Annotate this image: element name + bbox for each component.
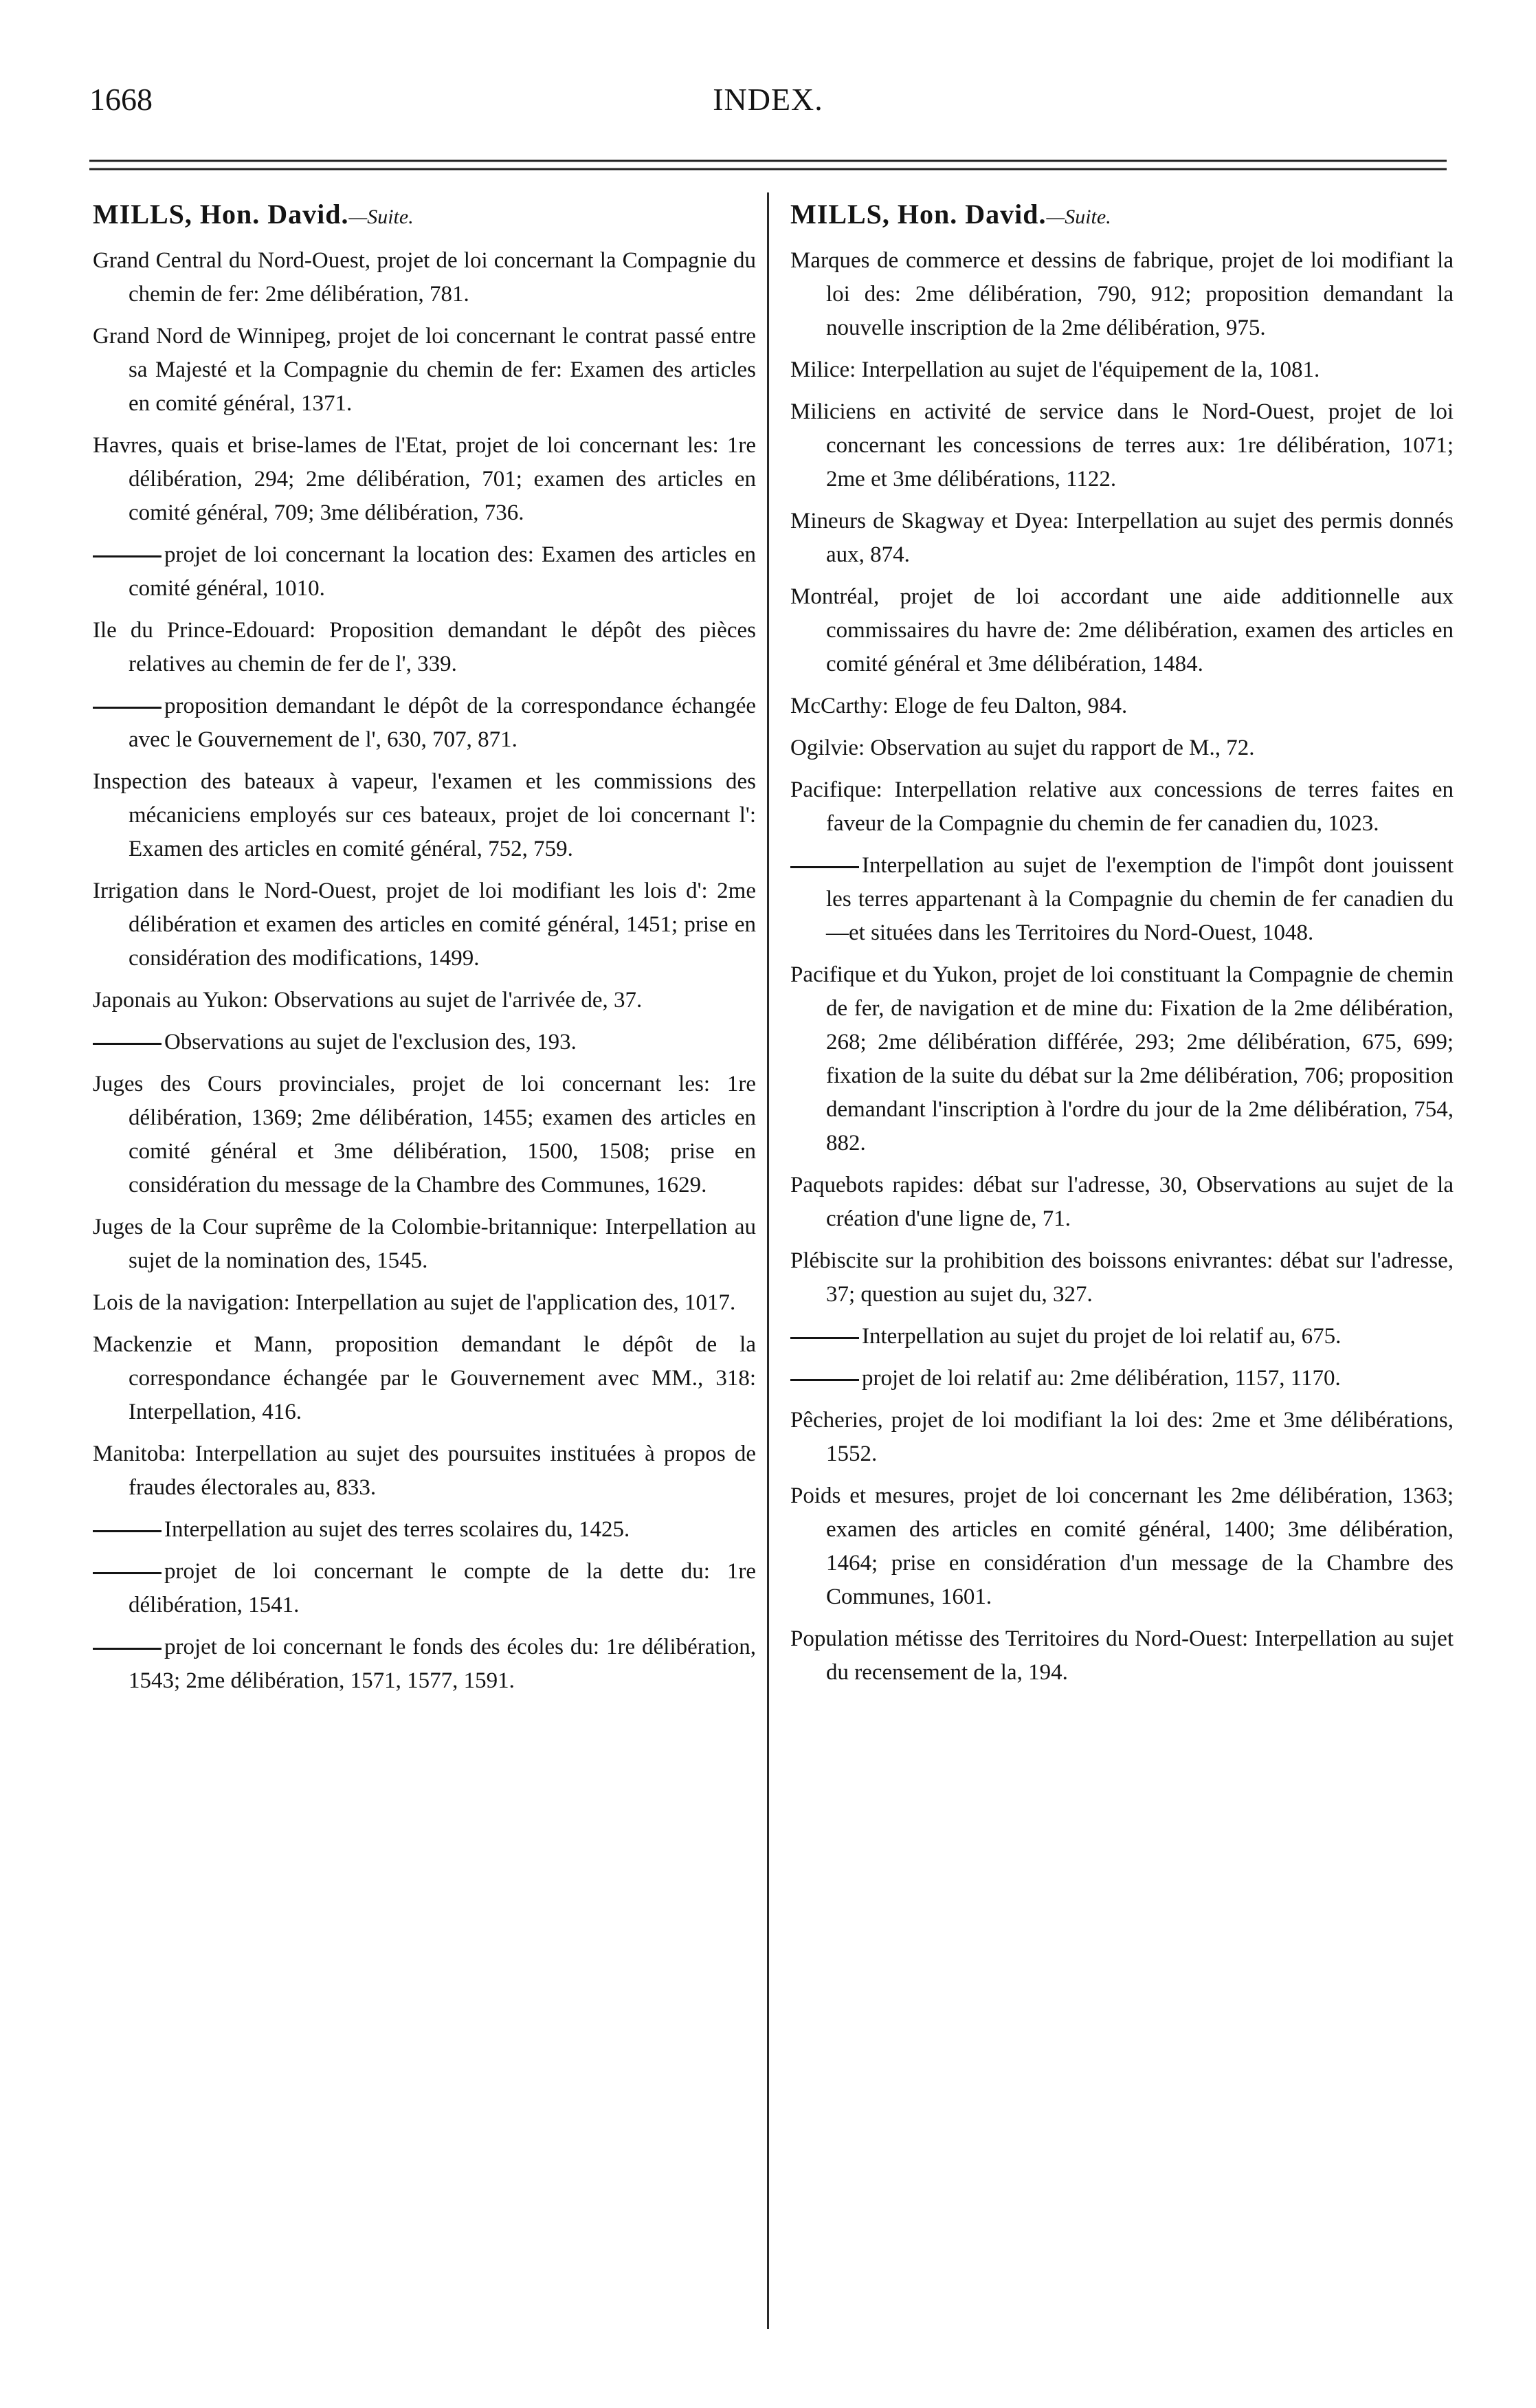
entry-text: Grand Nord de Winnipeg, projet de loi concernant le contrat passé entre sa Majesté et la Compagnie du chemin de fer: Examen des articles en comité général, 1371. xyxy=(93,324,756,416)
ditto-dash xyxy=(790,866,859,868)
index-entry xyxy=(93,765,756,866)
ditto-dash xyxy=(93,555,162,557)
index-entry xyxy=(790,505,1454,572)
header-rule xyxy=(89,157,1447,175)
entry-text: Interpellation au sujet des terres scolaires du, 1425. xyxy=(164,1517,630,1542)
index-entry xyxy=(93,874,756,975)
ditto-dash xyxy=(93,1648,162,1650)
entry-text: Ogilvie: Observation au sujet du rapport de M., 72. xyxy=(790,736,1255,760)
left-column-heading xyxy=(93,196,756,236)
right-entries-list xyxy=(790,244,1454,1690)
index-entry xyxy=(790,731,1454,765)
right-column xyxy=(790,196,1454,1698)
entry-text: Pacifique: Interpellation relative aux concessions de terres faites en faveur de la Compagnie du chemin de fer canadien du, 1023. xyxy=(790,777,1454,836)
index-entry xyxy=(93,1437,756,1505)
page-number: 1668 xyxy=(89,82,153,117)
ditto-dash xyxy=(93,1572,162,1574)
index-entry xyxy=(93,1328,756,1429)
entry-text: Lois de la navigation: Interpellation au sujet de l'application des, 1017. xyxy=(93,1290,736,1315)
entry-text: Montréal, projet de loi accordant une aide additionnelle aux commissaires du havre de: 2me délibération, examen des articles en comité général et 3me délibération, 1484. xyxy=(790,584,1454,676)
index-entry xyxy=(93,984,756,1017)
index-entry xyxy=(790,395,1454,496)
index-subentry xyxy=(93,1555,756,1622)
entry-text: projet de loi relatif au: 2me délibération, 1157, 1170. xyxy=(862,1366,1341,1391)
index-entry xyxy=(790,353,1454,387)
index-subentry xyxy=(93,538,756,606)
index-entry xyxy=(93,429,756,530)
index-subentry xyxy=(93,689,756,757)
entry-text: Interpellation au sujet du projet de loi relatif au, 675. xyxy=(862,1324,1342,1349)
index-entry xyxy=(93,244,756,311)
entry-text: Juges de la Cour suprême de la Colombie-britannique: Interpellation au sujet de la nomination des, 1545. xyxy=(93,1215,756,1273)
ditto-dash xyxy=(790,1379,859,1381)
entry-text: proposition demandant le dépôt de la correspondance échangée avec le Gouvernement de l', 630, 707, 871. xyxy=(129,694,756,752)
index-subentry xyxy=(790,849,1454,950)
entry-text: Juges des Cours provinciales, projet de loi concernant les: 1re délibération, 1369; 2me délibération, 1455; examen des articles en comité général et 3me délibération, 1500, 1508; prise en considération du message de la Chambre des Communes, 1629. xyxy=(93,1072,756,1197)
heading-name: MILLS, Hon. David. xyxy=(790,199,1047,230)
index-subentry xyxy=(790,1320,1454,1354)
entry-text: Marques de commerce et dessins de fabrique, projet de loi modifiant la loi des: 2me délibération, 790, 912; proposition demandant la nouvelle inscription de la 2me délibération, 975. xyxy=(790,248,1454,340)
entry-text: Miliciens en activité de service dans le Nord-Ouest, projet de loi concernant les concessions de terres aux: 1re délibération, 1071; 2me et 3me délibérations, 1122. xyxy=(790,399,1454,491)
entry-text: Inspection des bateaux à vapeur, l'examen et les commissions des mécaniciens employés sur ces bateaux, projet de loi concernant l': Examen des articles en comité général, 752, 759. xyxy=(93,769,756,861)
entry-text: Japonais au Yukon: Observations au sujet de l'arrivée de, 37. xyxy=(93,988,643,1013)
entry-text: projet de loi concernant la location des: Examen des articles en comité général, 1010. xyxy=(129,542,756,601)
entry-text: Paquebots rapides: débat sur l'adresse, 30, Observations au sujet de la création d'une ligne de, 71. xyxy=(790,1173,1454,1231)
entry-text: Manitoba: Interpellation au sujet des poursuites instituées à propos de fraudes électorales au, 833. xyxy=(93,1442,756,1500)
index-entry xyxy=(790,244,1454,345)
index-entry xyxy=(790,580,1454,681)
ditto-dash xyxy=(93,1530,162,1532)
entry-text: Interpellation au sujet de l'exemption de l'impôt dont jouissent les terres appartenant à la Compagnie du chemin de fer canadien du—et situées dans les Territoires du Nord-Ouest, 1048. xyxy=(826,853,1454,945)
ditto-dash xyxy=(93,707,162,709)
entry-text: Poids et mesures, projet de loi concernant les 2me délibération, 1363; examen des articles en comité général, 1400; 3me délibération, 1464; prise en considération d'un message de la Chambre des Communes, 1601. xyxy=(790,1483,1454,1609)
index-entry xyxy=(790,958,1454,1160)
index-entry xyxy=(93,320,756,421)
index-entry xyxy=(790,1404,1454,1471)
index-entry xyxy=(790,1244,1454,1312)
entry-text: Havres, quais et brise-lames de l'Etat, projet de loi concernant les: 1re délibération, 294; 2me délibération, 701; examen des articles en comité général, 709; 3me délibération, 736. xyxy=(93,433,756,525)
entry-text: Observations au sujet de l'exclusion des, 193. xyxy=(164,1030,577,1054)
index-entry xyxy=(790,773,1454,841)
entry-text: Milice: Interpellation au sujet de l'équipement de la, 1081. xyxy=(790,357,1320,382)
index-subentry xyxy=(93,1513,756,1547)
entry-text: Population métisse des Territoires du Nord-Ouest: Interpellation au sujet du recensement de la, 194. xyxy=(790,1626,1454,1685)
entry-text: Irrigation dans le Nord-Ouest, projet de loi modifiant les lois d': 2me délibération et examen des articles en comité général, 1451; prise en considération des modifications, 1499. xyxy=(93,879,756,971)
entry-text: McCarthy: Eloge de feu Dalton, 984. xyxy=(790,694,1128,718)
entry-text: Grand Central du Nord-Ouest, projet de loi concernant la Compagnie du chemin de fer: 2me délibération, 781. xyxy=(93,248,756,307)
entry-text: Ile du Prince-Edouard: Proposition demandant le dépôt des pièces relatives au chemin de fer de l', 339. xyxy=(93,618,756,676)
entry-text: projet de loi concernant le compte de la dette du: 1re délibération, 1541. xyxy=(129,1559,756,1617)
index-entry xyxy=(93,1068,756,1202)
column-divider xyxy=(767,192,769,2329)
ditto-dash xyxy=(790,1337,859,1339)
index-entry xyxy=(93,1286,756,1320)
left-entries-list xyxy=(93,244,756,1698)
index-entry xyxy=(790,1169,1454,1236)
index-entry xyxy=(790,1622,1454,1690)
heading-name: MILLS, Hon. David. xyxy=(93,199,349,230)
index-subentry xyxy=(93,1026,756,1059)
heading-suite: —Suite. xyxy=(1046,206,1111,228)
right-column-heading xyxy=(790,196,1454,236)
index-subentry xyxy=(790,1362,1454,1395)
entry-text: Mineurs de Skagway et Dyea: Interpellation au sujet des permis donnés aux, 874. xyxy=(790,509,1454,567)
entry-text: Pêcheries, projet de loi modifiant la loi des: 2me et 3me délibérations, 1552. xyxy=(790,1408,1454,1466)
entry-text: projet de loi concernant le fonds des écoles du: 1re délibération, 1543; 2me délibération, 1571, 1577, 1591. xyxy=(129,1635,756,1693)
left-column xyxy=(93,196,756,1706)
entry-text: Plébiscite sur la prohibition des boissons enivrantes: débat sur l'adresse, 37; question au sujet du, 327. xyxy=(790,1248,1454,1307)
index-entry xyxy=(790,689,1454,723)
page-header xyxy=(89,81,1447,143)
index-subentry xyxy=(93,1631,756,1698)
entry-text: Mackenzie et Mann, proposition demandant le dépôt de la correspondance échangée par le Gouvernement avec MM., 318: Interpellation, 416. xyxy=(93,1332,756,1424)
index-entry xyxy=(93,614,756,681)
index-entry xyxy=(790,1479,1454,1614)
page-title: INDEX. xyxy=(713,82,823,117)
index-entry xyxy=(93,1211,756,1278)
heading-suite: —Suite. xyxy=(348,206,414,228)
ditto-dash xyxy=(93,1043,162,1045)
entry-text: Pacifique et du Yukon, projet de loi constituant la Compagnie de chemin de fer, de navigation et de mine du: Fixation de la 2me délibération, 268; 2me délibération différée, 293; 2me délibération, 675, 699; fixation de la suite du débat sur la 2me délibération, 706; proposition demandant l'inscription à l'ordre du jour de la 2me délibération, 754, 882. xyxy=(790,962,1454,1156)
